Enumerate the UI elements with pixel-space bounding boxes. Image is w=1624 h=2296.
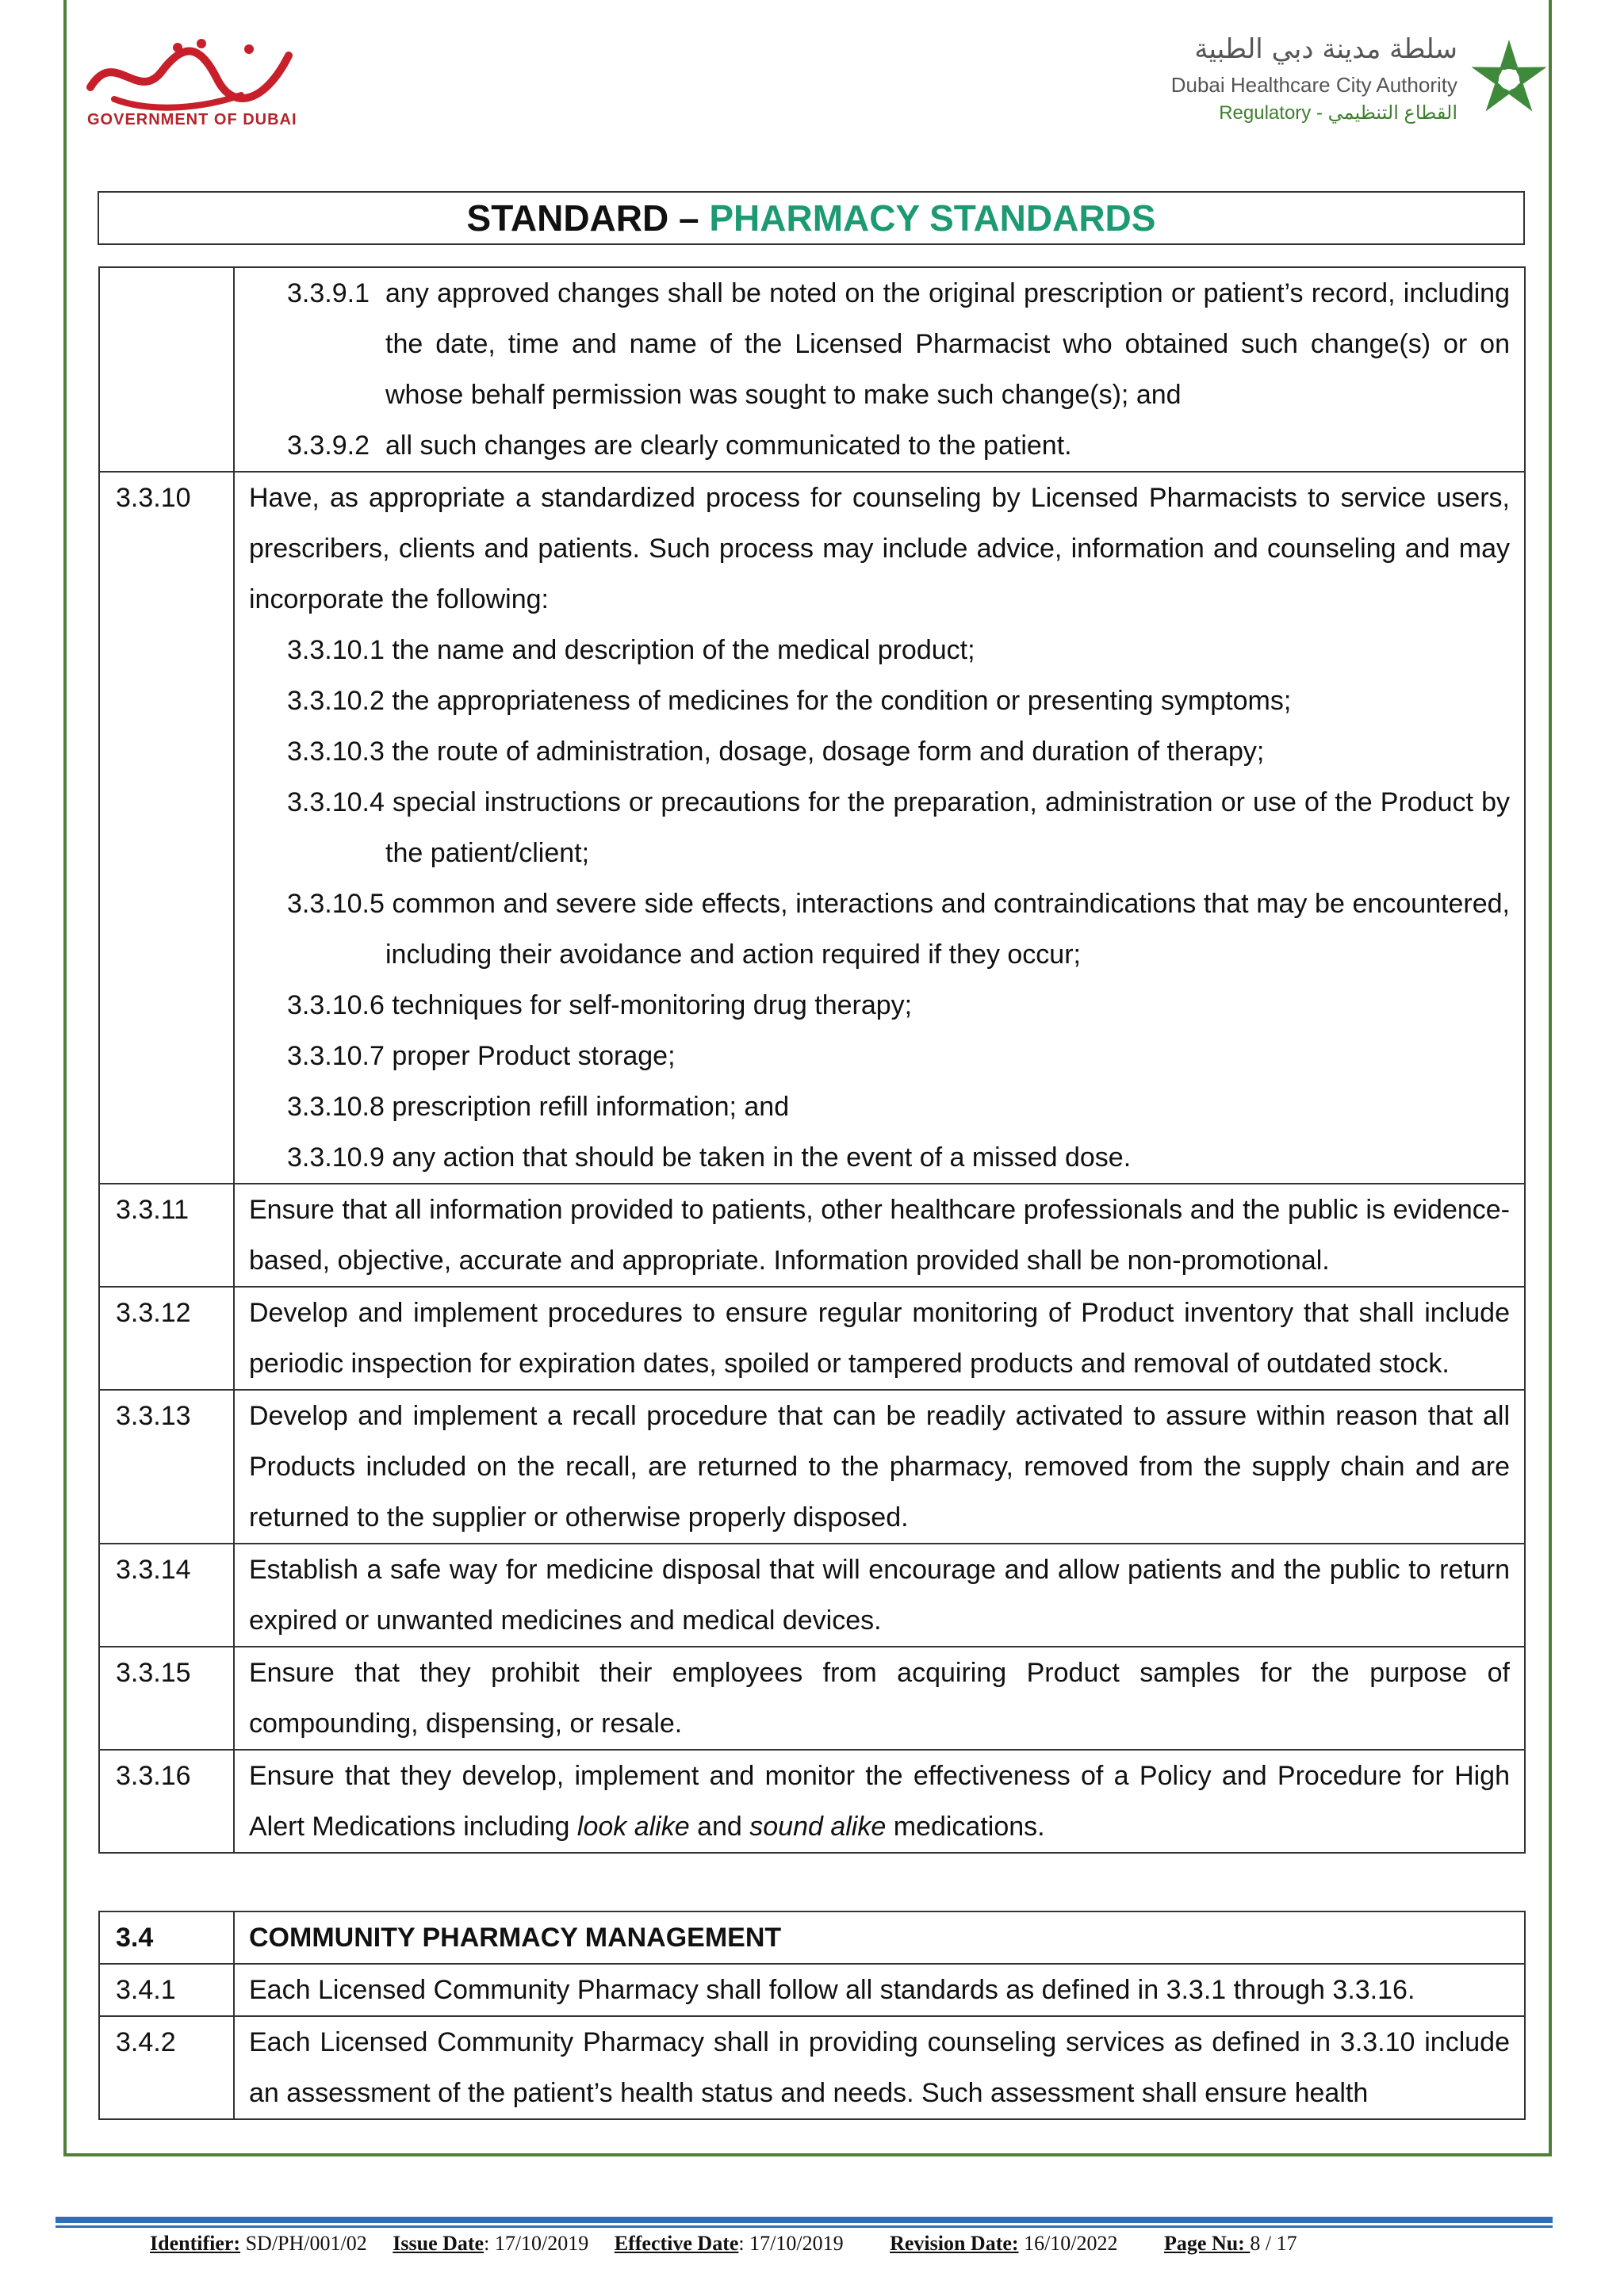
- table-row: [99, 1184, 1525, 1287]
- list-item: [249, 268, 1510, 420]
- list-item: 3.3.10.7 proper Product storage;: [287, 1041, 676, 1071]
- row-text-cell: [234, 472, 1525, 1184]
- list-item: 3.3.10.9 any action that should be taken in the event of a missed dose.: [287, 1142, 1132, 1173]
- italic-term: sound alike: [749, 1812, 887, 1842]
- list-item: 3.3.10.6 techniques for self-monitoring drug therapy;: [287, 990, 913, 1020]
- item-number: 3.3.9.1: [287, 278, 370, 308]
- list-item: 3.3.10.1 the name and description of the medical product;: [287, 635, 975, 665]
- table-row: [99, 2016, 1525, 2119]
- table-row: [99, 1964, 1525, 2016]
- table-row: [99, 1390, 1525, 1544]
- effective-date-value: : 17/10/2019: [738, 2232, 844, 2255]
- table-row: [99, 472, 1525, 1184]
- section-number: 3.4: [99, 1911, 234, 1964]
- revision-date-label: Revision Date:: [890, 2232, 1019, 2255]
- row-text-cell: Establish a safe way for medicine disposal that will encourage and allow patients and the public to return expired or unwanted medicines and medical devices.: [234, 1544, 1525, 1647]
- section-heading: COMMUNITY PHARMACY MANAGEMENT: [234, 1911, 1525, 1964]
- row-number-cell: 3.3.15: [99, 1647, 234, 1750]
- list-item: [249, 420, 1510, 471]
- document-footer: [150, 2232, 1297, 2256]
- row-text-cell: Develop and implement procedures to ensure regular monitoring of Product inventory that shall include periodic inspection for expiration dates, spoiled or tampered products and removal of outdated stock.: [234, 1287, 1525, 1390]
- row-number-cell: [99, 267, 234, 472]
- row-number-cell: 3.4.1: [99, 1964, 234, 2016]
- row-number-cell: 3.3.16: [99, 1750, 234, 1853]
- revision-date-value: 16/10/2022: [1018, 2232, 1118, 2255]
- item-text: Have, as appropriate a standardized process for counseling by Licensed Pharmacists to service users, prescribers, clients and patients. Such process may include advice, information and counseling and may incorporate the following:: [249, 483, 1510, 614]
- row-text-cell: Each Licensed Community Pharmacy shall follow all standards as defined in 3.3.1 through 3.3.16.: [234, 1964, 1525, 2016]
- list-item: 3.3.10.4 special instructions or precautions for the preparation, administration or use of the Product by the patient/client;: [287, 787, 1510, 868]
- item-text: Ensure that they develop, implement and monitor the effectiveness of a Policy and Procedure for High Alert Medications including: [249, 1761, 1510, 1842]
- row-number-cell: 3.3.14: [99, 1544, 234, 1647]
- standards-table-3-4: [98, 1911, 1526, 2120]
- row-number-cell: 3.3.11: [99, 1184, 234, 1287]
- item-text: and: [689, 1812, 750, 1842]
- row-text-cell: [234, 1750, 1525, 1853]
- table-row: [99, 267, 1525, 472]
- table-row: [99, 1287, 1525, 1390]
- item-text: medications.: [886, 1812, 1045, 1842]
- dhca-logo: [1140, 33, 1553, 128]
- identifier-value: SD/PH/001/02: [240, 2232, 367, 2255]
- row-number-cell: 3.4.2: [99, 2016, 234, 2119]
- table-row: [99, 1647, 1525, 1750]
- standard-title-prefix: STANDARD –: [466, 197, 710, 239]
- identifier-label: Identifier:: [150, 2232, 241, 2255]
- issue-date-label: Issue Date: [393, 2232, 485, 2255]
- row-number-cell: 3.3.12: [99, 1287, 234, 1390]
- effective-date-label: Effective Date: [614, 2232, 739, 2255]
- list-item: 3.3.10.2 the appropriateness of medicines for the condition or presenting symptoms;: [287, 686, 1292, 716]
- government-of-dubai-logo: [82, 32, 304, 135]
- row-text-cell: Ensure that all information provided to patients, other healthcare professionals and the public is evidence-based, objective, accurate and appropriate. Information provided shall be non-promotional.: [234, 1184, 1525, 1287]
- standards-table-3-3: [98, 266, 1526, 1854]
- government-of-dubai-calligraphy: [82, 32, 304, 119]
- issue-date-value: : 17/10/2019: [484, 2232, 589, 2255]
- row-number-cell: 3.3.13: [99, 1390, 234, 1544]
- list-item: 3.3.10.5 common and severe side effects, interactions and contraindications that may be encountered, including their avoidance and action required if they occur;: [287, 889, 1510, 970]
- item-text: all such changes are clearly communicated to the patient.: [385, 430, 1072, 461]
- item-text: any approved changes shall be noted on the original prescription or patient’s record, including the date, time and name of the Licensed Pharmacist who obtained such change(s) or on whose behalf permission was sought to make such change(s); and: [385, 278, 1510, 410]
- dhca-arabic-name: سلطة مدينة دبي الطبية: [1194, 33, 1457, 65]
- row-text-cell: Each Licensed Community Pharmacy shall in providing counseling services as defined in 3.3.10 include an assessment of the patient’s health status and needs. Such assessment shall ensure health: [234, 2016, 1525, 2119]
- standard-title: [98, 191, 1525, 245]
- page-number-value: 8 / 17: [1250, 2232, 1297, 2255]
- page-number-label: Page Nu:: [1164, 2232, 1251, 2255]
- list-item: 3.3.10.8 prescription refill information; and: [287, 1092, 790, 1122]
- row-number-cell: 3.3.10: [99, 472, 234, 1184]
- table-row: [99, 1750, 1525, 1853]
- standard-title-name: PHARMACY STANDARDS: [709, 197, 1156, 239]
- table-header-row: [99, 1911, 1525, 1964]
- italic-term: look alike: [576, 1812, 690, 1842]
- dhca-regulatory-label: Regulatory - القطاع التنظيمي: [1219, 102, 1457, 124]
- item-number: 3.3.9.2: [287, 430, 370, 461]
- government-of-dubai-text: GOVERNMENT OF DUBAI: [87, 111, 297, 128]
- table-row: [99, 1544, 1525, 1647]
- footer-rule: [56, 2217, 1553, 2228]
- list-item: 3.3.10.3 the route of administration, dosage, dosage form and duration of therapy;: [287, 737, 1265, 767]
- row-text-cell: Ensure that they prohibit their employees from acquiring Product samples for the purpose of compounding, dispensing, or resale.: [234, 1647, 1525, 1750]
- row-text-cell: [234, 267, 1525, 472]
- dhca-english-name: Dubai Healthcare City Authority: [1170, 73, 1457, 97]
- dhca-star-icon: [1465, 33, 1553, 121]
- row-text-cell: Develop and implement a recall procedure that can be readily activated to assure within reason that all Products included on the recall, are returned to the pharmacy, removed from the supply chain and are returned to the supplier or otherwise properly disposed.: [234, 1390, 1525, 1544]
